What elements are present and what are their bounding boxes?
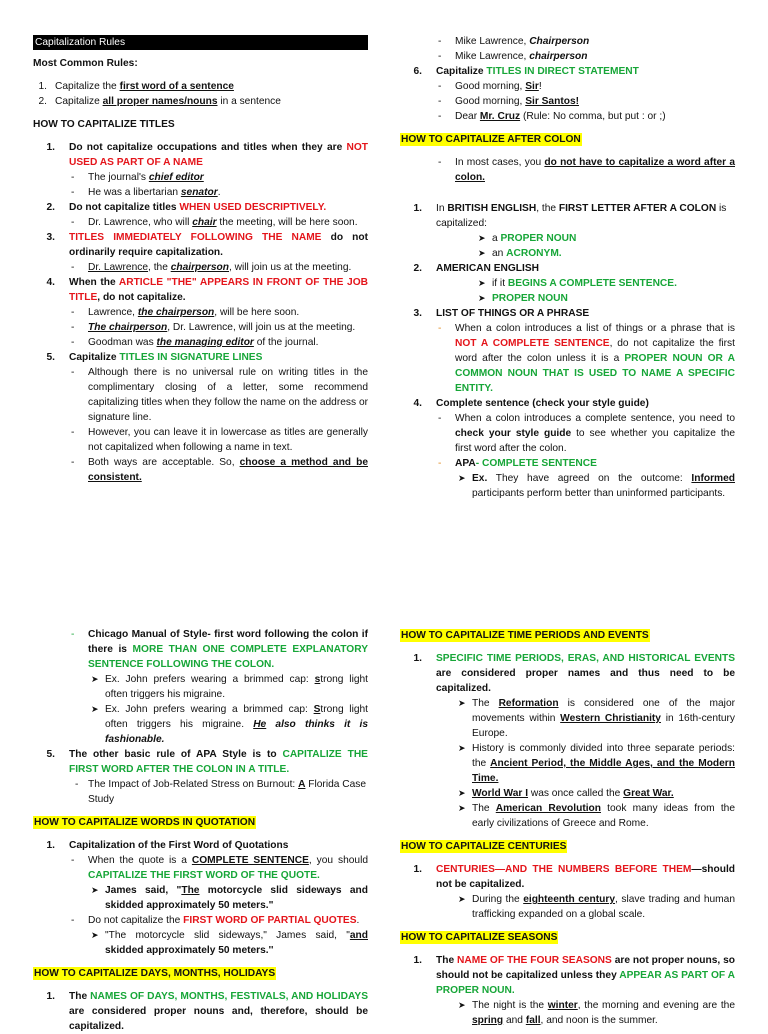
section-heading-colon: HOW TO CAPITALIZE AFTER COLON: [401, 134, 581, 145]
list-item: ➤ The night is the winter, the morning and evening are the spring and fall, and noon is the summer.: [458, 1000, 735, 1026]
list-item: ➤ if it BEGINS A COMPLETE SENTENCE.: [478, 278, 677, 289]
list-item: - Both ways are acceptable. So, choose a method and be consistent.: [71, 457, 368, 483]
list-item: 1. Do not capitalize occupations and titles when they are NOT USED AS PART OF A NAME: [46, 142, 368, 168]
list-item: - When a colon introduces a list of things or a phrase that is NOT A COMPLETE SENTENCE, do not capitalize the first word after the colon unless it is a PROPER NOUN OR A COMMON NOUN THAT IS USED TO NAME A SPECIFIC ENTITY.: [438, 323, 735, 394]
quadrant-bottom-left: [33, 627, 368, 1034]
list-item: 1. Capitalization of the First Word of Quotations: [46, 840, 289, 851]
quadrant-bottom-right: [400, 628, 735, 1028]
list-item: - Dr. Lawrence, the chairperson, will join us at the meeting.: [71, 262, 352, 273]
section-heading-titles: HOW TO CAPITALIZE TITLES: [33, 119, 175, 130]
section-heading-quotation: HOW TO CAPITALIZE WORDS IN QUOTATION: [34, 817, 256, 828]
list-item: 1. The NAMES OF DAYS, MONTHS, FESTIVALS, AND HOLIDAYS are considered proper nouns and, therefore, should be capitalized.: [46, 991, 368, 1032]
list-item: - However, you can leave it in lowercase as titles are generally not capitalized when following a name in text.: [71, 427, 368, 453]
list-item: 4. When the ARTICLE "THE" APPEARS IN FRONT OF THE JOB TITLE, do not capitalize.: [46, 277, 368, 303]
list-item: ➤ World War I was once called the Great War.: [458, 788, 674, 799]
list-item: - Good morning, Sir!: [438, 81, 542, 92]
subheading-most-common: Most Common Rules:: [33, 58, 138, 69]
list-item: 3. TITLES IMMEDIATELY FOLLOWING THE NAME do not ordinarily require capitalization.: [46, 232, 369, 258]
list-item: ➤ a PROPER NOUN: [478, 233, 577, 244]
section-heading-centuries: HOW TO CAPITALIZE CENTURIES: [401, 841, 567, 852]
list-item: ➤ an ACRONYM.: [478, 248, 562, 259]
list-item: - Do not capitalize the FIRST WORD OF PARTIAL QUOTES.: [71, 915, 360, 926]
document-title-bar: Capitalization Rules: [33, 35, 368, 50]
list-item: - The journal's chief editor: [71, 172, 204, 183]
list-item: 5. Capitalize TITLES IN SIGNATURE LINES: [46, 352, 263, 363]
list-item: ➤ "The motorcycle slid sideways," James said, "and skidded approximately 50 meters.'': [91, 930, 368, 956]
list-item: 5. The other basic rule of APA Style is to CAPITALIZE THE FIRST WORD AFTER THE COLON IN A TITLE.: [46, 749, 368, 775]
list-item: 2. AMERICAN ENGLISH: [413, 263, 540, 274]
list-item: ➤ During the eighteenth century, slave trading and human trafficking expanded on a global scale.: [458, 894, 735, 920]
list-item: 6. Capitalize TITLES IN DIRECT STATEMENT: [413, 66, 639, 77]
list-item: - Dr. Lawrence, who will chair the meeting, will be here soon.: [71, 217, 358, 228]
list-item: ➤ PROPER NOUN: [478, 293, 568, 304]
section-heading-seasons: HOW TO CAPITALIZE SEASONS: [401, 932, 558, 943]
list-item: - Dear Mr. Cruz (Rule: No comma, but put : or ;): [438, 111, 666, 122]
list-item: ➤ Ex. They have agreed on the outcome: Informed participants perform better than uninformed participants.: [458, 473, 735, 499]
list-item: 1. The NAME OF THE FOUR SEASONS are not proper nouns, so should not be capitalized unless they APPEAR AS PART OF A PROPER NOUN.: [413, 955, 735, 996]
list-item: 1. In BRITISH ENGLISH, the FIRST LETTER AFTER A COLON is capitalized:: [413, 203, 727, 229]
list-item: ➤ History is commonly divided into three separate periods: the Ancient Period, the Middle Ages, and the Modern Time.: [458, 743, 735, 784]
list-item: - When a colon introduces a complete sentence, you need to check your style guide to see whether you capitalize the first word after the colon.: [438, 413, 735, 454]
quadrant-top-left: [33, 35, 368, 485]
list-item: - Mike Lawrence, Chairperson: [438, 36, 590, 47]
list-item: 1. CENTURIES—AND THE NUMBERS BEFORE THEM—should not be capitalized.: [413, 864, 735, 890]
list-item: - Goodman was the managing editor of the journal.: [71, 337, 319, 348]
list-item: ➤ The Reformation is considered one of the major movements within Western Christianity in 16th-century Europe.: [458, 698, 735, 739]
section-heading-time-periods: HOW TO CAPITALIZE TIME PERIODS AND EVENTS: [401, 630, 649, 641]
quadrant-top-right: [400, 34, 735, 501]
list-item: - He was a libertarian senator.: [71, 187, 221, 198]
section-heading-days: HOW TO CAPITALIZE DAYS, MONTHS, HOLIDAYS: [34, 968, 276, 979]
list-item: ➤ Ex. John prefers wearing a brimmed cap: strong light often triggers his migraine.: [91, 674, 368, 700]
list-item: - When the quote is a COMPLETE SENTENCE, you should CAPITALIZE THE FIRST WORD OF THE QUOTE.: [71, 855, 369, 881]
list-item: - APA- COMPLETE SENTENCE: [438, 458, 597, 469]
list-item: ➤ James said, "The motorcycle slid sideways and skidded approximately 50 meters.": [91, 885, 368, 911]
list-item: 2. Capitalize all proper names/nouns in a sentence: [38, 96, 281, 107]
list-item: 4. Complete sentence (check your style guide): [413, 398, 649, 409]
list-item: - In most cases, you do not have to capitalize a word after a colon.: [438, 157, 736, 183]
list-item: - The chairperson, Dr. Lawrence, will join us at the meeting.: [71, 322, 356, 333]
list-item: ➤ Ex. John prefers wearing a brimmed cap: Strong light often triggers his migraine. He also thinks it is fashionable.: [91, 704, 368, 745]
list-item: - Lawrence, the chairperson, will be here soon.: [71, 307, 300, 318]
list-item: - Chicago Manual of Style- first word following the colon if there is MORE THAN ONE COMPLETE EXPLANATORY SENTENCE FOLLOWING THE COLON.: [71, 629, 368, 670]
list-item: - Good morning, Sir Santos!: [438, 96, 579, 107]
list-item: 2. Do not capitalize titles WHEN USED DESCRIPTIVELY.: [46, 202, 327, 213]
list-item: 1. SPECIFIC TIME PERIODS, ERAS, AND HISTORICAL EVENTS are considered proper names and thus need to be capitalized.: [413, 653, 735, 694]
list-item: - Although there is no universal rule on writing titles in the complimentary closing of a letter, some recommend capitalizing titles when they follow the name on the address or signature line.: [71, 367, 368, 423]
list-item: 1. Capitalize the first word of a sentence: [38, 81, 234, 92]
list-item: - Mike Lawrence, chairperson: [438, 51, 588, 62]
list-item: ➤ The American Revolution took many ideas from the early civilizations of Greece and Rome.: [458, 803, 735, 829]
list-item: 3. LIST OF THINGS OR A PHRASE: [413, 308, 590, 319]
list-item: - The Impact of Job-Related Stress on Burnout: A Florida Case Study: [75, 779, 367, 805]
